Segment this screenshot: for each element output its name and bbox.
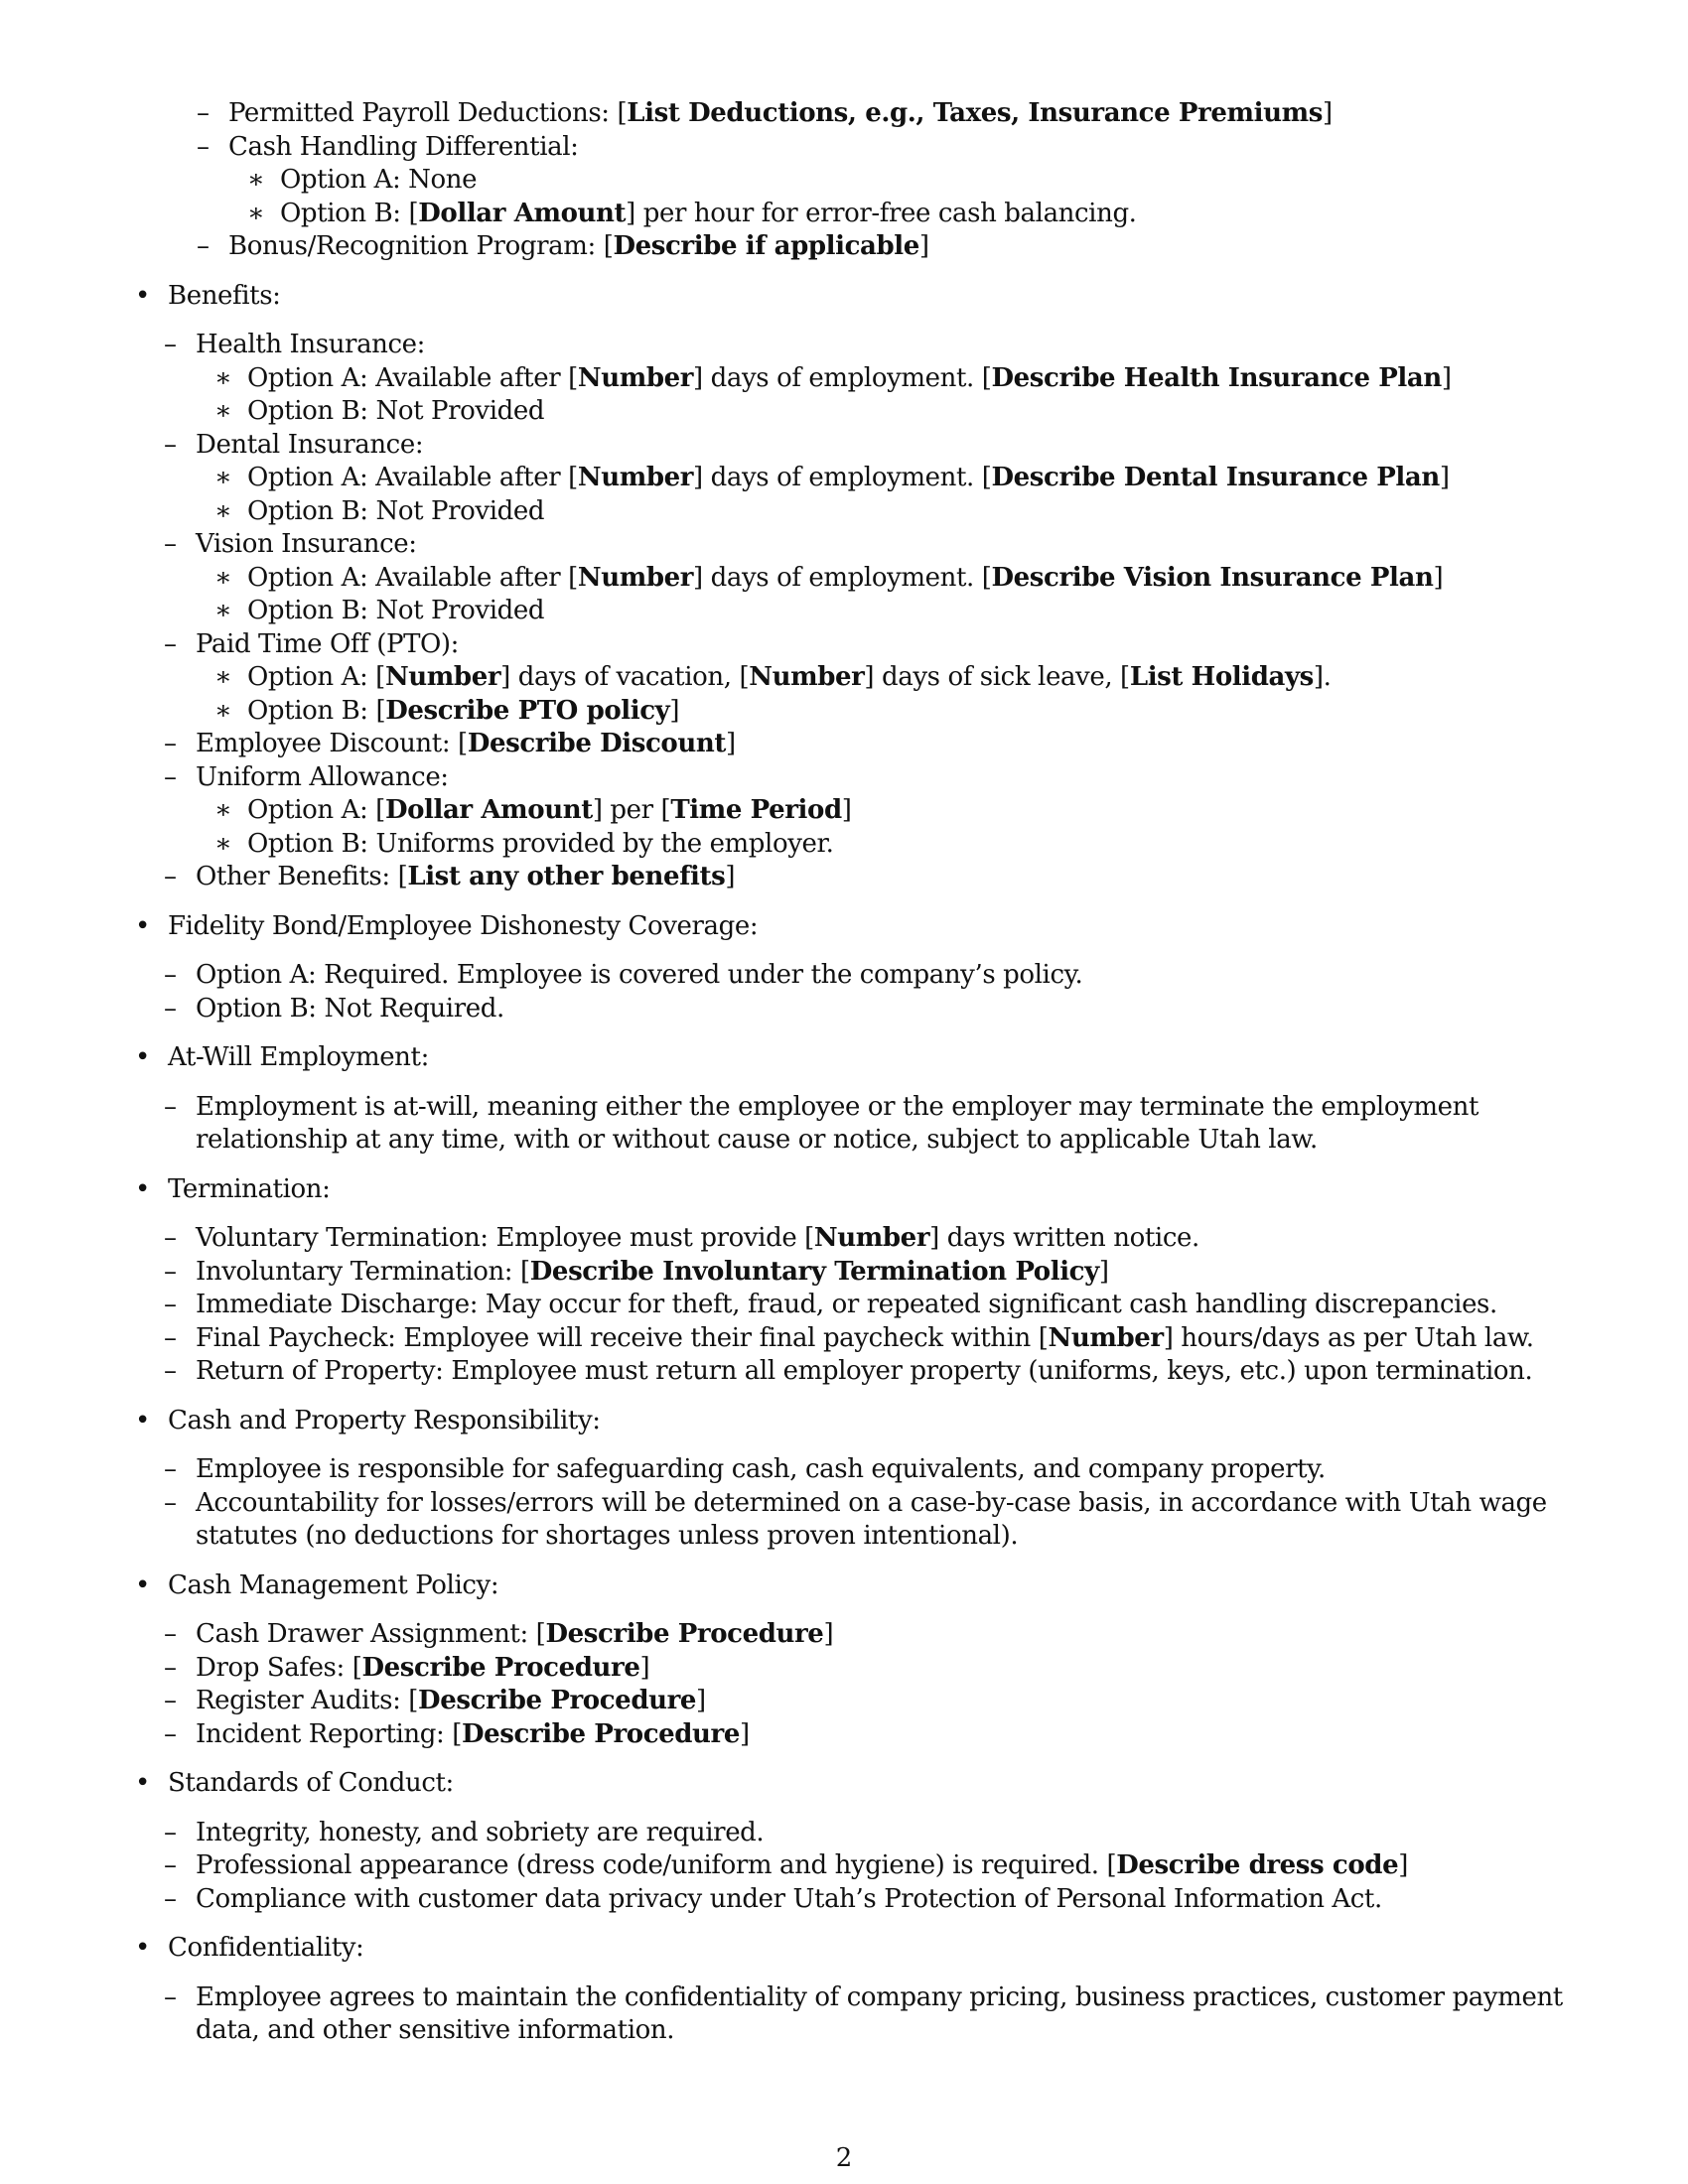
dash-marker: – <box>164 1850 177 1880</box>
star-marker: ∗ <box>214 596 232 625</box>
star-marker: ∗ <box>214 662 232 692</box>
list-item: – Employee is responsible for safeguarding cash, cash equivalents, and company property. <box>135 1453 1595 1487</box>
list-item: – Employment is at-will, meaning either the employee or the employer may terminate the employment relationship at any time, with or without cause or notice, subject to applicable Utah law. <box>164 1091 1478 1155</box>
list-item: – Return of Property: Employee must return all employer property (uniforms, keys, etc.) upon termination. <box>135 1355 1595 1389</box>
dash-marker: – <box>197 131 210 162</box>
list-item: – Option A: Required. Employee is covered under the company’s policy. <box>135 959 1595 993</box>
list-item: – Employee agrees to maintain the confidentiality of company pricing, business practices, customer payment data, and other sensitive information. <box>164 1981 1563 2045</box>
dash-marker: – <box>164 1091 177 1122</box>
star-marker: ∗ <box>214 562 232 593</box>
dash-marker: – <box>164 960 177 990</box>
list-item: – Professional appearance (dress code/uniform and hygiene) is required. [Describe dress code] <box>135 1849 1595 1883</box>
bullet-marker: • <box>135 1768 150 1798</box>
section-cash-management <box>135 1570 1595 1752</box>
star-marker: ∗ <box>214 695 232 726</box>
bullet-marker: • <box>135 1933 150 1963</box>
dash-marker: – <box>164 628 177 659</box>
dash-marker: – <box>164 1487 177 1518</box>
dash-marker: – <box>164 1256 177 1287</box>
dash-marker: – <box>164 1322 177 1353</box>
dash-marker: – <box>164 1619 177 1649</box>
section-heading: Termination: <box>168 1173 331 1204</box>
section-heading: Fidelity Bond/Employee Dishonesty Coverage: <box>168 910 759 941</box>
list-item: – Register Audits: [Describe Procedure] <box>135 1685 1595 1718</box>
dash-marker: – <box>164 1652 177 1683</box>
section-standards-of-conduct <box>135 1767 1595 1916</box>
bullet-marker: • <box>135 1042 150 1072</box>
page-number: 2 <box>835 2143 853 2173</box>
dash-marker: – <box>197 98 210 128</box>
document-body <box>135 97 1595 2048</box>
dash-marker: – <box>164 429 177 460</box>
list-item: – Uniform Allowance: ∗ Option A: [Dollar Amount] per [Time Period] ∗ Option B: Uniforms provided by the employer. <box>135 761 1595 862</box>
star-marker: ∗ <box>214 396 232 426</box>
star-marker: ∗ <box>214 463 232 492</box>
bullet-marker: • <box>135 1570 150 1600</box>
star-marker: ∗ <box>247 165 265 195</box>
list-item: ∗ Option A: Available after [Number] days of employment. [Describe Vision Insurance Plan] <box>196 562 1595 596</box>
section-cash-property <box>135 1405 1595 1554</box>
dash-marker: – <box>164 1290 177 1319</box>
dash-marker: – <box>164 1223 177 1253</box>
dash-marker: – <box>164 1718 177 1749</box>
section-confidentiality <box>135 1932 1595 2048</box>
list-item: – Other Benefits: [List any other benefits] <box>135 861 1595 894</box>
list-item: ∗ Option A: [Dollar Amount] per [Time Period] <box>196 794 1595 828</box>
bullet-marker: • <box>135 1405 150 1435</box>
star-marker: ∗ <box>214 362 232 393</box>
list-item: ∗ Option A: Available after [Number] days of employment. [Describe Health Insurance Plan] <box>196 362 1595 396</box>
star-marker: ∗ <box>214 828 232 859</box>
list-item: ∗ Option B: [Dollar Amount] per hour for error-free cash balancing. <box>228 198 1595 231</box>
list-item: – Cash Drawer Assignment: [Describe Procedure] <box>135 1618 1595 1652</box>
list-item: – Voluntary Termination: Employee must provide [Number] days written notice. <box>135 1222 1595 1256</box>
section-termination <box>135 1173 1595 1389</box>
list-item: – Permitted Payroll Deductions: [List Deductions, e.g., Taxes, Insurance Premiums] <box>135 97 1595 131</box>
dash-marker: – <box>164 1356 177 1386</box>
list-item: ∗ Option B: [Describe PTO policy] <box>196 695 1595 729</box>
bullet-marker: • <box>135 910 150 941</box>
list-item: – Drop Safes: [Describe Procedure] <box>135 1652 1595 1686</box>
dash-marker: – <box>197 231 210 261</box>
star-marker: ∗ <box>214 795 232 825</box>
list-item: – Involuntary Termination: [Describe Involuntary Termination Policy] <box>135 1256 1595 1290</box>
dash-marker: – <box>164 330 177 359</box>
dash-marker: – <box>164 1981 177 2012</box>
list-item: – Vision Insurance: ∗ Option A: Available after [Number] days of employment. [Describe Vision Insurance Plan] ∗ Option B: Not Provided <box>135 528 1595 628</box>
dash-marker: – <box>164 993 177 1024</box>
bullet-marker: • <box>135 280 150 311</box>
list-item: – Accountability for losses/errors will be determined on a case-by-case basis, in accordance with Utah wage statutes (no deductions for shortages unless proven intentional). <box>164 1487 1547 1551</box>
list-item: – Employee Discount: [Describe Discount] <box>135 728 1595 761</box>
section-heading: At-Will Employment: <box>168 1042 429 1072</box>
dash-marker: – <box>164 761 177 792</box>
list-item: – Dental Insurance: ∗ Option A: Available after [Number] days of employment. [Describe Dental Insurance Plan] ∗ Option B: Not Provided <box>135 429 1595 529</box>
section-at-will <box>135 1041 1595 1158</box>
list-item: ∗ Option A: Available after [Number] days of employment. [Describe Dental Insurance Plan] <box>196 462 1595 495</box>
section-heading: Benefits: <box>168 280 281 311</box>
section-heading: Standards of Conduct: <box>168 1768 454 1798</box>
list-item: – Paid Time Off (PTO): ∗ Option A: [Number] days of vacation, [Number] days of sick leave, [List Holidays]. ∗ Option B: [Describe PTO policy] <box>135 628 1595 729</box>
list-item: – Cash Handling Differential: ∗ Option A: None ∗ Option B: [Dollar Amount] per hour for error-free cash balancing. <box>135 131 1595 231</box>
bullet-marker: • <box>135 1173 150 1204</box>
list-item: – Incident Reporting: [Describe Procedure] <box>135 1718 1595 1752</box>
dash-marker: – <box>164 1454 177 1484</box>
section-list <box>135 280 1595 2048</box>
list-item: – Immediate Discharge: May occur for theft, fraud, or repeated significant cash handling discrepancies. <box>135 1289 1595 1322</box>
dash-marker: – <box>164 729 177 758</box>
list-item: – Final Paycheck: Employee will receive their final paycheck within [Number] hours/days as per Utah law. <box>135 1322 1595 1356</box>
dash-marker: – <box>164 529 177 559</box>
section-heading: Confidentiality: <box>168 1933 364 1963</box>
option-list <box>228 164 1595 230</box>
compensation-sublist <box>135 97 1595 264</box>
list-item: – Health Insurance: ∗ Option A: Available after [Number] days of employment. [Describe Health Insurance Plan] ∗ Option B: Not Provided <box>135 329 1595 429</box>
star-marker: ∗ <box>247 198 265 228</box>
dash-marker: – <box>164 862 177 891</box>
section-heading: Cash and Property Responsibility: <box>168 1405 601 1435</box>
list-item: – Bonus/Recognition Program: [Describe if applicable] <box>135 230 1595 264</box>
list-item: – Option B: Not Required. <box>135 993 1595 1026</box>
list-item: ∗ Option A: [Number] days of vacation, [Number] days of sick leave, [List Holidays]. <box>196 661 1595 695</box>
list-item: ∗ Option A: None <box>228 164 1595 198</box>
list-item: – Compliance with customer data privacy under Utah’s Protection of Personal Information Act. <box>135 1883 1595 1917</box>
list-item: – Integrity, honesty, and sobriety are required. <box>135 1817 1595 1850</box>
section-fidelity-bond <box>135 910 1595 1026</box>
list-item: ∗ Option B: Uniforms provided by the employer. <box>196 828 1595 862</box>
list-item: ∗ Option B: Not Provided <box>196 495 1595 529</box>
dash-marker: – <box>164 1817 177 1847</box>
section-heading: Cash Management Policy: <box>168 1570 499 1600</box>
list-item: ∗ Option B: Not Provided <box>196 595 1595 628</box>
list-item: ∗ Option B: Not Provided <box>196 395 1595 429</box>
dash-marker: – <box>164 1686 177 1715</box>
section-benefits <box>135 280 1595 894</box>
star-marker: ∗ <box>214 495 232 526</box>
dash-marker: – <box>164 1883 177 1914</box>
